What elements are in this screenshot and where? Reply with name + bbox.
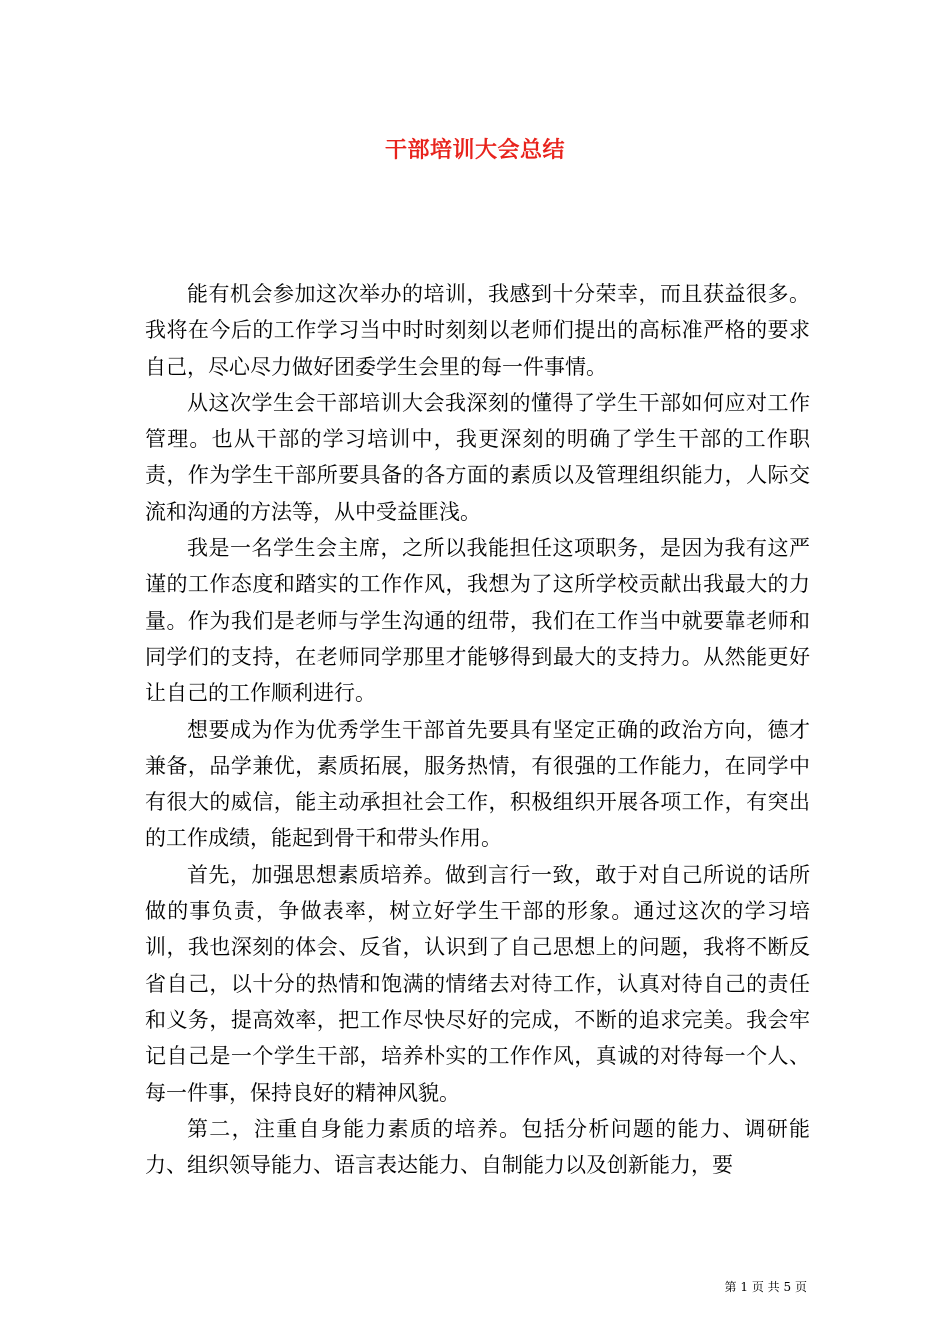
document-title: 干部培训大会总结 — [384, 137, 565, 163]
page-number-footer — [725, 1278, 807, 1295]
footer-total-pages: 5 — [783, 1280, 792, 1294]
footer-suffix: 页 — [794, 1280, 807, 1294]
paragraph-2: 从这次学生会干部培训大会我深刻的懂得了学生干部如何应对工作管理。也从干部的学习培训中，我更深刻的明确了学生干部的工作职责，作为学生干部所要具备的各方面的素质以及管理组织能力，人际交流和沟通的方法等，从中受益匪浅。 — [145, 390, 810, 524]
paragraph-1: 能有机会参加这次举办的培训，我感到十分荣幸，而且获益很多。我将在今后的工作学习当中时时刻刻以老师们提出的高标准严格的要求自己，尽心尽力做好团委学生会里的每一件事情。 — [145, 282, 810, 379]
footer-prefix: 第 — [724, 1280, 737, 1294]
document-body — [145, 276, 810, 1183]
paragraph-5: 首先，加强思想素质培养。做到言行一致，敢于对自己所说的话所做的事负责，争做表率，树立好学生干部的形象。通过这次的学习培训，我也深刻的体会、反省，认识到了自己思想上的问题，我将不断反省自己，以十分的热情和饱满的情绪去对待工作，认真对待自己的责任和义务，提高效率，把工作尽快尽好的完成，不断的追求完美。我会牢记自己是一个学生干部，培养朴实的工作作风，真诚的对待每一个人、每一件事，保持良好的精神风貌。 — [145, 862, 810, 1105]
footer-middle: 页 共 — [751, 1280, 780, 1294]
footer-current-page: 1 — [740, 1280, 749, 1294]
paragraph-3: 我是一名学生会主席，之所以我能担任这项职务，是因为我有这严谨的工作态度和踏实的工作作风，我想为了这所学校贡献出我最大的力量。作为我们是老师与学生沟通的纽带，我们在工作当中就要靠老师和同学们的支持，在老师同学那里才能够得到最大的支持力。从然能更好让自己的工作顺利进行。 — [145, 536, 810, 706]
paragraph-4: 想要成为作为优秀学生干部首先要具有坚定正确的政治方向，德才兼备，品学兼优，素质拓展，服务热情，有很强的工作能力，在同学中有很大的威信，能主动承担社会工作，积极组织开展各项工作，有突出的工作成绩，能起到骨干和带头作用。 — [145, 717, 810, 851]
paragraph-6: 第二，注重自身能力素质的培养。包括分析问题的能力、调研能力、组织领导能力、语言表达能力、自制能力以及创新能力，要 — [145, 1116, 810, 1178]
